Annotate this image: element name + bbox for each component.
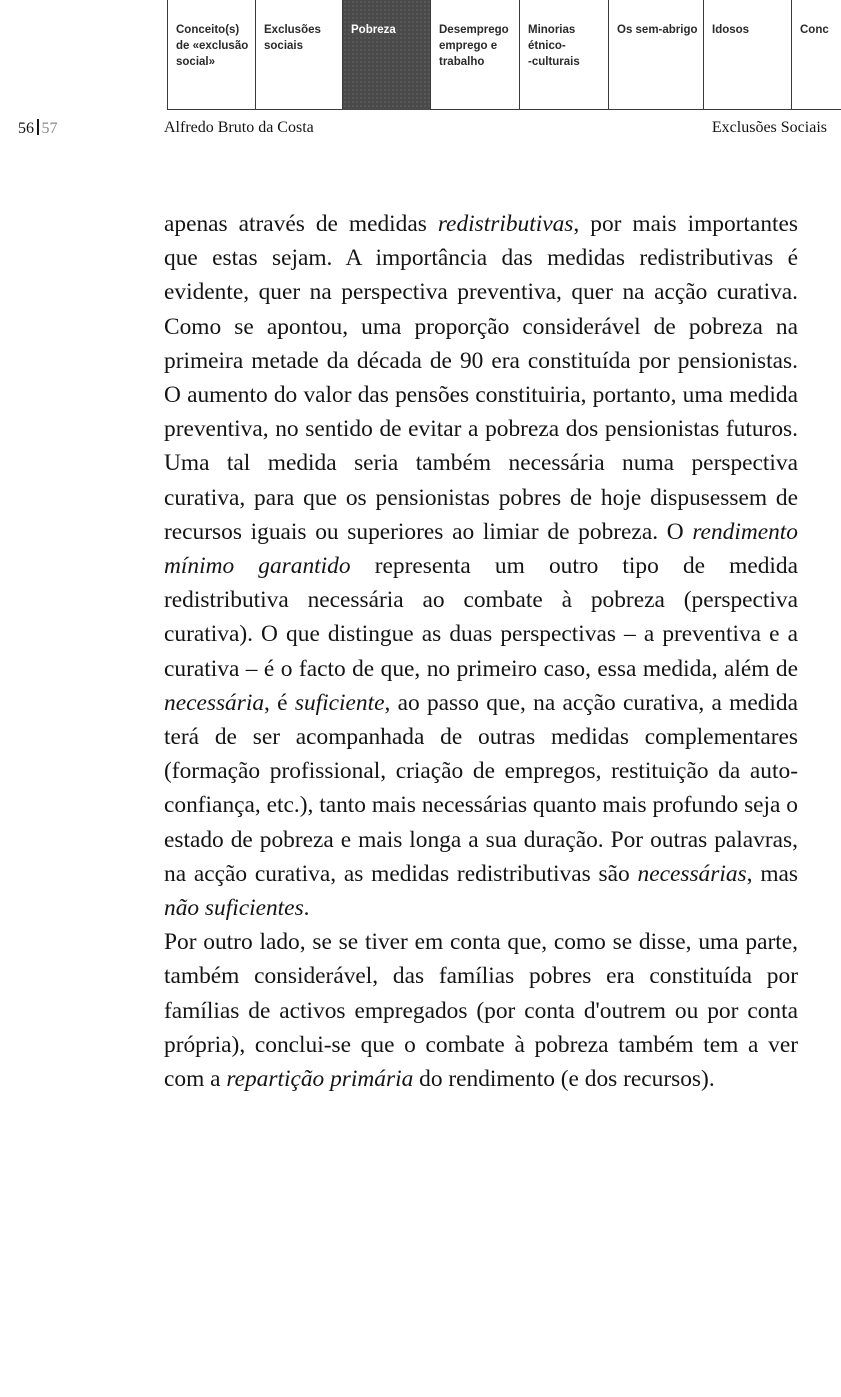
tab-label-line: social»: [176, 56, 215, 68]
text-run: apenas através de medidas: [164, 211, 438, 237]
running-header-section: Exclusões Sociais: [711, 119, 827, 136]
text-run: , por mais importantes que estas sejam. A importância das medidas redistributivas é evidente, quer na perspectiva preventiva, quer na acção curativa. Como se apontou, uma proporção considerável de pobreza na primeira metade da década de 90 era constituída por pensionistas. O aumento do valor das pensões constituiria, portanto, uma medida preventiva, no sentido de evitar a pobreza dos pensionistas futuros. Uma tal medida seria também necessária numa perspectiva curativa, para que os pensionistas pobres de hoje dispusessem de recursos iguais ou superiores ao limiar de pobreza. O: [164, 211, 798, 545]
text-run: do rendimento (e dos recursos).: [413, 1066, 715, 1093]
text-run: representa um outro tipo de medida redistributiva necessária ao combate à pobreza (perspectiva curativa). O que distingue as duas perspectivas – a preventiva e a curativa – é o facto de que, no primeiro caso, essa medida, além de: [164, 553, 798, 682]
page-numbers: [18, 119, 58, 138]
tab-label-line: Pobreza: [351, 24, 396, 36]
paragraph: [164, 207, 798, 925]
tab-label-line: Conceito(s): [176, 24, 240, 36]
text-run: , ao passo que, na acção curativa, a medida terá de ser acompanhada de outras medidas complementares (formação profissional, criação de empregos, restituição da auto-confiança, etc.), tanto mais necessárias quanto mais profundo seja o estado de pobreza e mais longa a sua duração. Por outras palavras, na acção curativa, as medidas redistributivas são: [164, 689, 798, 887]
tab-label-line: trabalho: [439, 56, 485, 68]
tab-label-line: Idosos: [712, 24, 750, 36]
tab-os-sem-abrigo[interactable]: [608, 0, 703, 110]
tab-label-line: Minorias: [528, 24, 576, 36]
text-run: .: [303, 895, 310, 922]
running-header-author: Alfredo Bruto da Costa: [164, 119, 314, 136]
text-run: , é: [264, 689, 295, 716]
tab-exclusoes-sociais[interactable]: [255, 0, 342, 110]
body-text: [164, 207, 798, 1096]
italic-term: necessária: [164, 689, 265, 716]
tab-conc[interactable]: [791, 0, 841, 110]
chapter-tab-bar: [167, 0, 841, 110]
text-run: Por outro lado, se se tiver em conta que, como se disse, uma parte, também considerável, das famílias pobres era constituída por famílias de activos empregados (por conta d'outrem ou por conta própria), conclui-se que o combate à pobreza também tem a ver com a: [164, 929, 798, 1093]
tab-idosos[interactable]: [703, 0, 791, 110]
tab-label-line: Desemprego: [439, 24, 509, 36]
tab-label-line: Conc: [800, 24, 829, 36]
text-run: , mas: [746, 860, 798, 887]
tab-conceitos-de-exclusao-social[interactable]: [167, 0, 255, 110]
page-number-current: 56: [18, 120, 34, 137]
italic-term: rendimento mínimo garantido: [164, 518, 798, 580]
tab-desemprego-emprego-trabalho[interactable]: [430, 0, 519, 110]
page-number-separator: [37, 119, 39, 135]
tab-label-line: sociais: [264, 40, 303, 52]
tab-minorias-etnico-culturais[interactable]: [519, 0, 608, 110]
tab-label-line: emprego e: [439, 40, 498, 52]
tab-label-line: étnico-: [528, 40, 566, 52]
italic-term: redistributivas: [437, 211, 574, 237]
tab-label-line: Exclusões: [264, 24, 321, 36]
italic-term: não suficientes: [164, 895, 304, 922]
tab-pobreza[interactable]: [342, 0, 430, 110]
running-header: [0, 119, 841, 141]
tab-label-line: Os sem-abrigo: [617, 24, 698, 36]
italic-term: suficiente: [294, 689, 385, 716]
tab-label-line: -culturais: [528, 56, 580, 68]
italic-term: necessárias: [637, 860, 747, 887]
page-number-next: 57: [41, 120, 58, 137]
italic-term: repartição primária: [226, 1066, 414, 1093]
tab-label-line: de «exclusão: [176, 40, 249, 52]
paragraph: [164, 925, 798, 1096]
